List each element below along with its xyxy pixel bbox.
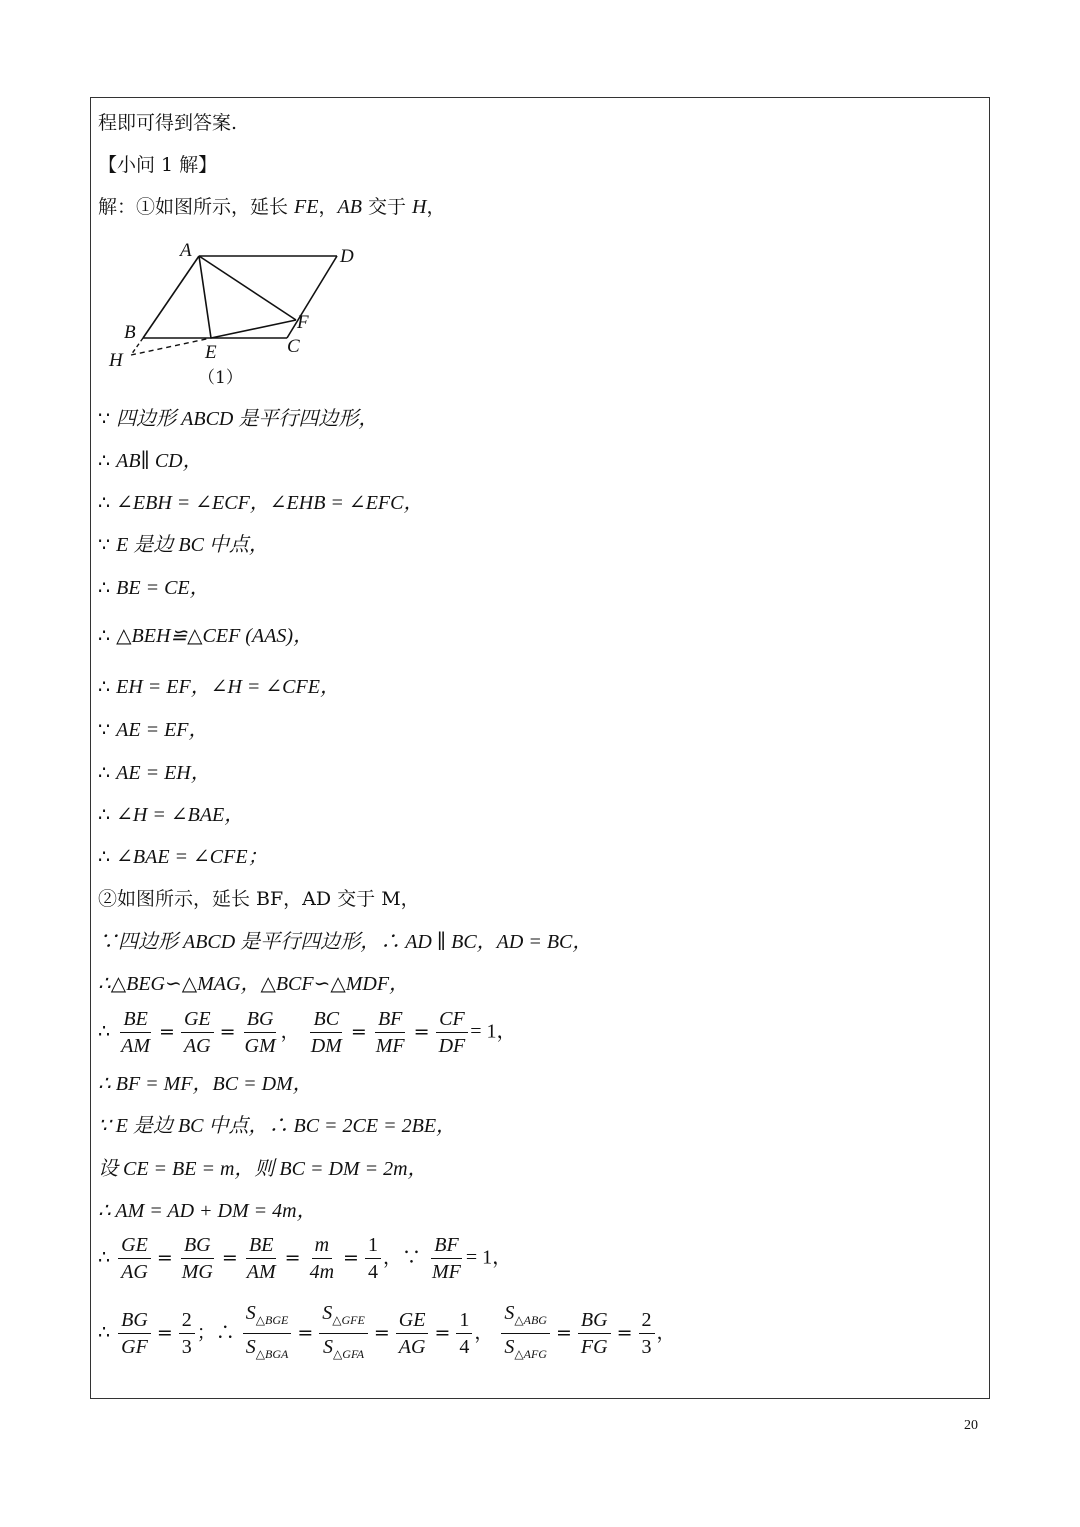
label-C: C xyxy=(287,336,300,357)
step-9: ∴ AE = EH， xyxy=(98,762,211,784)
part2-line-2: ∵四边形 ABCD 是平行四边形，∴ AD ∥ BC，AD = BC， xyxy=(98,931,593,953)
step-5: ∴ BE = CE， xyxy=(98,577,210,599)
label-B: B xyxy=(124,322,136,343)
figure-caption: （1） xyxy=(198,368,243,388)
label-H: H xyxy=(109,350,123,371)
intro-line: 程即可得到答案. xyxy=(98,112,238,134)
fraction-line-3: ∴ $\frac{BG}{GF}$ = $\frac{2}{3}$ ；∴ $\frac{S_{\triangle BGE}}{S_{\triangle BGA}}$ = $\frac{S_{\triangle GFE}}{S_{\triangle GFA}}$ = $\frac{GE}{AG}$ = $\frac{1}{4}$ ， $\frac{S_{\triangle ABG}}{S_{\triangle AFG}}$ = $\frac{BG}{FG}$ = $\frac{2}{3}$ ， xyxy=(98,1302,676,1361)
fraction-line-2: ∴ $\frac{GE}{AG}$ = $\frac{BG}{MG}$ = $\frac{BE}{AM}$ = $\frac{m}{4m}$ = $\frac{1}{4}$ ，∵ $\frac{BF}{MF}$ = 1， xyxy=(98,1234,513,1283)
dashed-line-HE xyxy=(131,338,211,355)
part1-line: 解：①如图所示，延长 FE，AB 交于 H， xyxy=(98,196,446,218)
part2-line-1: ②如图所示，延长 BF，AD 交于 M， xyxy=(98,888,420,910)
label-A: A xyxy=(180,240,192,261)
step-11: ∴ ∠BAE = ∠CFE； xyxy=(98,846,268,868)
part2-line-3: ∴△BEG∽△MAG，△BCF∽△MDF， xyxy=(98,973,410,995)
part2-line-5: ∴ BF = MF，BC = DM， xyxy=(98,1073,313,1095)
step-6: ∴ △BEH≌△CEF (AAS)， xyxy=(98,625,314,647)
label-E: E xyxy=(205,342,217,363)
step-8: ∵ AE = EF， xyxy=(98,719,209,741)
step-1: ∵ 四边形 ABCD 是平行四边形， xyxy=(98,408,379,430)
label-F: F xyxy=(297,312,309,333)
step-4: ∵ E 是边 BC 中点， xyxy=(98,534,269,556)
step-10: ∴ ∠H = ∠BAE， xyxy=(98,804,245,826)
section-heading: 【小问 1 解】 xyxy=(98,154,218,176)
part2-line-8: ∴ AM = AD + DM = 4m， xyxy=(98,1200,317,1222)
part2-line-6: ∵ E 是边 BC 中点，∴ BC = 2CE = 2BE， xyxy=(98,1115,457,1137)
fraction-line-1: ∴ $\frac{BE}{AM}$ = $\frac{GE}{AG}$ = $\frac{BG}{GM}$ ， $\frac{BC}{DM}$ = $\frac{BF}{MF}$ = $\frac{CF}{DF}$ = 1， xyxy=(98,1008,517,1057)
step-7: ∴ EH = EF，∠H = ∠CFE， xyxy=(98,676,340,698)
part2-line-7: 设 CE = BE = m，则 BC = DM = 2m， xyxy=(98,1158,428,1180)
label-D: D xyxy=(340,246,354,267)
parallelogram-figure xyxy=(100,236,380,396)
step-2: ∴ AB∥ CD， xyxy=(98,450,203,472)
step-3: ∴ ∠EBH = ∠ECF，∠EHB = ∠EFC， xyxy=(98,492,424,514)
page-number: 20 xyxy=(964,1418,978,1433)
